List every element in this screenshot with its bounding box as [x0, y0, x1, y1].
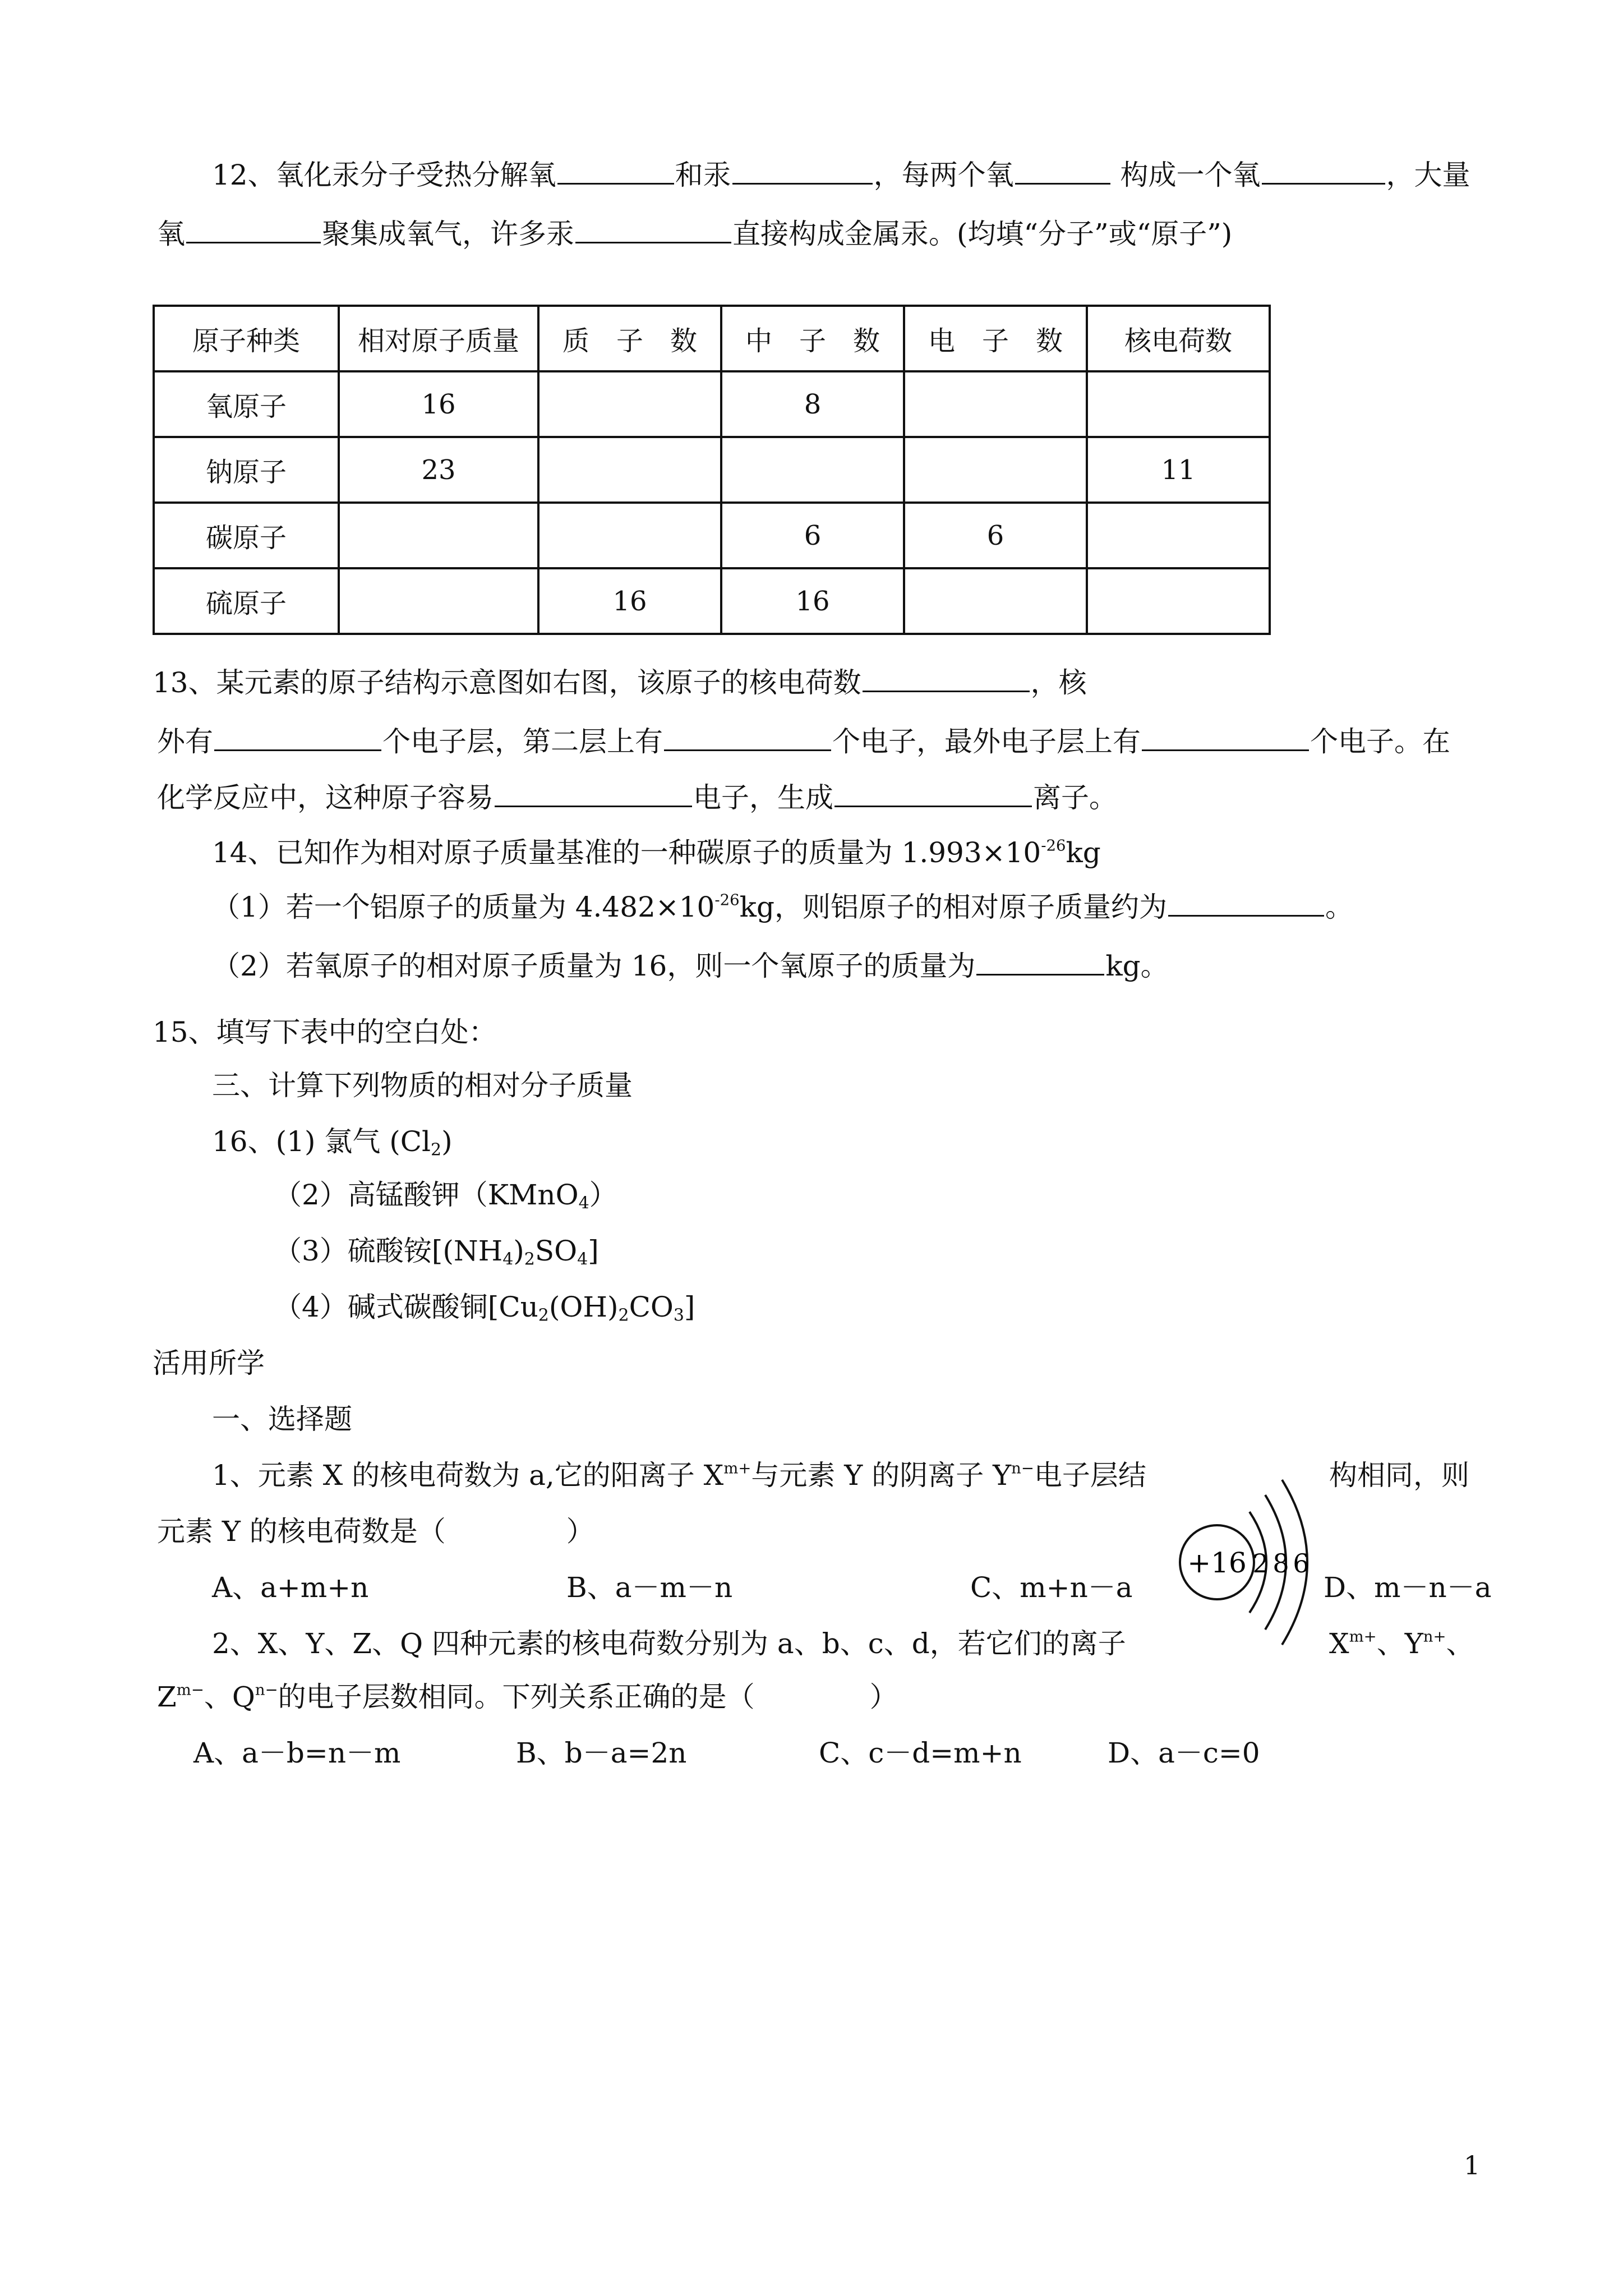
- table-row: [154, 568, 1270, 634]
- mc2-option-b[interactable]: B、b－a=2n: [516, 1737, 687, 1769]
- q13-text: 个电子。在: [1310, 725, 1450, 758]
- answer-blank[interactable]: [732, 157, 873, 185]
- q14-text: 14、已知作为相对原子质量基准的一种碳原子的质量为 1.993×10: [212, 836, 1041, 869]
- q12-text: 和汞: [675, 159, 731, 191]
- subscript: 2: [524, 1249, 535, 1269]
- mc2-line2: [157, 1680, 898, 1714]
- answer-blank[interactable]: [1262, 157, 1385, 185]
- q16-text: 16、(1) 氯气 (Cl: [212, 1125, 431, 1158]
- mc1-option-c[interactable]: C、m+n－a: [970, 1571, 1133, 1604]
- subscript: 4: [577, 1249, 588, 1269]
- q16-text: （2）高锰酸钾（KMnO: [274, 1179, 579, 1211]
- q16-text: SO: [534, 1235, 578, 1267]
- ion-charge: m+: [723, 1459, 751, 1478]
- q16-text: （4）碱式碳酸铜[Cu: [274, 1291, 538, 1323]
- mc1-option-a[interactable]: A、a+m+n: [212, 1571, 369, 1604]
- mc2-line1: 2、X、Y、Z、Q 四种元素的核电荷数分别为 a、b、c、d，若它们的离子: [212, 1627, 1126, 1660]
- section-heading: 三、计算下列物质的相对分子质量: [212, 1069, 633, 1102]
- shell-electron-count: 6: [1293, 1548, 1310, 1579]
- q13-line1: [153, 665, 1087, 698]
- q13-line3: [157, 780, 1117, 813]
- q12-text: ，大量: [1386, 159, 1470, 191]
- table-cell: 16: [339, 371, 538, 437]
- table-header: 相对原子质量: [339, 306, 538, 371]
- atom-structure-diagram: [1172, 1464, 1329, 1655]
- table-cell[interactable]: [721, 437, 904, 503]
- mc1-text: 电子层结: [1034, 1459, 1146, 1492]
- table-cell: 16: [721, 568, 904, 634]
- answer-blank[interactable]: [495, 780, 692, 807]
- q12-line1: [212, 157, 1470, 191]
- table-cell: 钠原子: [154, 437, 339, 503]
- q14-text: kg，则铝原子的相对原子质量约为: [739, 891, 1167, 923]
- q13-line2: [157, 724, 1450, 757]
- mc2-text: ）: [869, 1681, 898, 1713]
- q16-text: ): [513, 1235, 524, 1267]
- table-cell: 16: [538, 568, 721, 634]
- q12-text: 聚集成氧气，许多汞: [322, 218, 574, 250]
- mc1-text: 1、元素 X 的核电荷数为 a,它的阳离子 X: [212, 1459, 724, 1492]
- q16-item1: [212, 1125, 453, 1158]
- q16-text: ): [441, 1125, 453, 1158]
- q15-text: 15、填写下表中的空白处：: [153, 1016, 497, 1048]
- q13-text: 离子。: [1033, 781, 1117, 814]
- table-cell: 11: [1087, 437, 1270, 503]
- section-heading: 一、选择题: [212, 1403, 352, 1435]
- table-cell: 氧原子: [154, 371, 339, 437]
- q13-text: 13、某元素的原子结构示意图如右图，该原子的核电荷数: [153, 666, 861, 699]
- q12-text: ，每两个氧: [873, 159, 1014, 191]
- table-row: [154, 371, 1270, 437]
- q13-text: ，核: [1030, 666, 1087, 699]
- q16-text: ]: [588, 1235, 599, 1267]
- table-cell[interactable]: [538, 371, 721, 437]
- page-number: 1: [1464, 2150, 1481, 2180]
- table-cell: 23: [339, 437, 538, 503]
- answer-blank[interactable]: [1142, 724, 1309, 751]
- ion-charge: n−: [1011, 1459, 1034, 1478]
- ion-charge: m−: [176, 1681, 204, 1699]
- mc2-option-d[interactable]: D、a－c=0: [1108, 1737, 1260, 1769]
- ion-symbol: 、Q: [204, 1681, 255, 1713]
- q14-text: kg: [1066, 836, 1101, 869]
- q14-text: kg。: [1105, 950, 1169, 982]
- shell-electron-count: 8: [1272, 1548, 1289, 1579]
- q12-text: 构成一个氧: [1111, 159, 1261, 191]
- ion-symbol: X: [1329, 1627, 1349, 1660]
- shell-electron-count: 2: [1252, 1548, 1269, 1579]
- subscript: 2: [618, 1305, 629, 1326]
- answer-blank[interactable]: [834, 780, 1032, 807]
- table-header: 原子种类: [154, 306, 339, 371]
- answer-blank[interactable]: [1015, 157, 1110, 185]
- table-cell[interactable]: [904, 437, 1087, 503]
- ion-symbol: Z: [157, 1681, 177, 1713]
- section-heading: 活用所学: [153, 1347, 265, 1379]
- q16-item2: [274, 1178, 617, 1212]
- table-header: 中 子 数: [721, 306, 904, 371]
- q14-part1: [212, 889, 1353, 923]
- mc1-option-b[interactable]: B、a－m－n: [566, 1571, 733, 1604]
- table-cell[interactable]: [538, 503, 721, 568]
- q16-text: ]: [684, 1291, 695, 1323]
- nucleus-charge: +16: [1187, 1547, 1247, 1579]
- q16-text: ）: [589, 1179, 617, 1211]
- mc1-line2: [157, 1515, 594, 1548]
- table-header: 电 子 数: [904, 306, 1087, 371]
- table-cell: 6: [904, 503, 1087, 568]
- q16-text: (OH): [548, 1291, 619, 1323]
- q12-text: 氧: [157, 218, 185, 250]
- table-cell: 6: [721, 503, 904, 568]
- table-cell[interactable]: [1087, 503, 1270, 568]
- ion-symbol: 、Y: [1376, 1627, 1423, 1660]
- subscript: 4: [578, 1193, 589, 1213]
- mc1-line1-tail: 构相同，则: [1329, 1459, 1469, 1492]
- q12-text: 直接构成金属汞。(均填“分子”或“原子”): [732, 218, 1233, 250]
- mc1-text: 元素 Y 的核电荷数是（: [157, 1515, 446, 1548]
- q16-item3: [274, 1234, 599, 1268]
- exponent: -26: [1041, 836, 1066, 855]
- table-header: 质 子 数: [538, 306, 721, 371]
- q14-intro: [212, 836, 1101, 869]
- atom-table: [153, 305, 1271, 635]
- q14-text: 。: [1325, 891, 1353, 923]
- mc2-option-c[interactable]: C、c－d=m+n: [819, 1737, 1022, 1769]
- mc1-text: 与元素 Y 的阴离子 Y: [751, 1459, 1012, 1492]
- table-cell[interactable]: [904, 371, 1087, 437]
- answer-blank[interactable]: [186, 216, 321, 243]
- exponent: -26: [714, 891, 740, 909]
- table-row: [154, 503, 1270, 568]
- table-header: 核电荷数: [1087, 306, 1270, 371]
- q12-text: 12、氧化汞分子受热分解氧: [212, 159, 556, 191]
- table-cell[interactable]: [538, 437, 721, 503]
- answer-blank[interactable]: [1168, 889, 1324, 917]
- table-cell[interactable]: [1087, 371, 1270, 437]
- table-header-row: [154, 306, 1270, 371]
- table-row: [154, 437, 1270, 503]
- table-cell[interactable]: [339, 568, 538, 634]
- q13-text: 个电子，最外电子层上有: [832, 725, 1141, 758]
- q16-item4: [274, 1290, 695, 1324]
- mc1-option-d[interactable]: D、m－n－a: [1324, 1571, 1492, 1604]
- table-cell[interactable]: [339, 503, 538, 568]
- q13-text: 外有: [157, 725, 213, 758]
- answer-blank[interactable]: [664, 724, 831, 751]
- q12-line2: [157, 216, 1232, 250]
- mc2-line1-tail: [1329, 1627, 1474, 1660]
- table-cell[interactable]: [1087, 568, 1270, 634]
- answer-blank[interactable]: [863, 665, 1030, 692]
- q14-text: （1）若一个铝原子的质量为 4.482×10: [212, 891, 715, 923]
- q13-text: 电子，生成: [693, 781, 833, 814]
- table-cell: 8: [721, 371, 904, 437]
- q14-text: （2）若氧原子的相对原子质量为 16，则一个氧原子的质量为: [212, 950, 976, 982]
- mc2-text: 的电子层数相同。下列关系正确的是（: [278, 1681, 755, 1713]
- table-cell: 硫原子: [154, 568, 339, 634]
- answer-blank[interactable]: [575, 216, 731, 243]
- subscript: 2: [538, 1305, 549, 1326]
- answer-blank[interactable]: [214, 724, 381, 751]
- subscript: 3: [673, 1305, 684, 1326]
- table-cell[interactable]: [904, 568, 1087, 634]
- q16-text: （3）硫酸铵[(NH: [274, 1235, 503, 1267]
- q13-text: 个电子层，第二层上有: [382, 725, 663, 758]
- mc1-text: ）: [566, 1515, 594, 1548]
- ion-charge: m+: [1349, 1627, 1377, 1646]
- q14-part2: [212, 948, 1169, 982]
- answer-blank[interactable]: [557, 157, 674, 185]
- answer-blank[interactable]: [976, 948, 1104, 976]
- table-cell: 碳原子: [154, 503, 339, 568]
- mc2-text: 、: [1446, 1627, 1474, 1660]
- mc2-option-a[interactable]: A、a－b=n－m: [193, 1737, 401, 1769]
- mc1-line1: [212, 1458, 1146, 1492]
- ion-charge: n−: [255, 1681, 278, 1699]
- q13-text: 化学反应中，这种原子容易: [157, 781, 494, 814]
- ion-charge: n+: [1423, 1627, 1446, 1646]
- subscript: 4: [502, 1249, 514, 1269]
- subscript: 2: [431, 1140, 442, 1160]
- q16-text: CO: [629, 1291, 674, 1323]
